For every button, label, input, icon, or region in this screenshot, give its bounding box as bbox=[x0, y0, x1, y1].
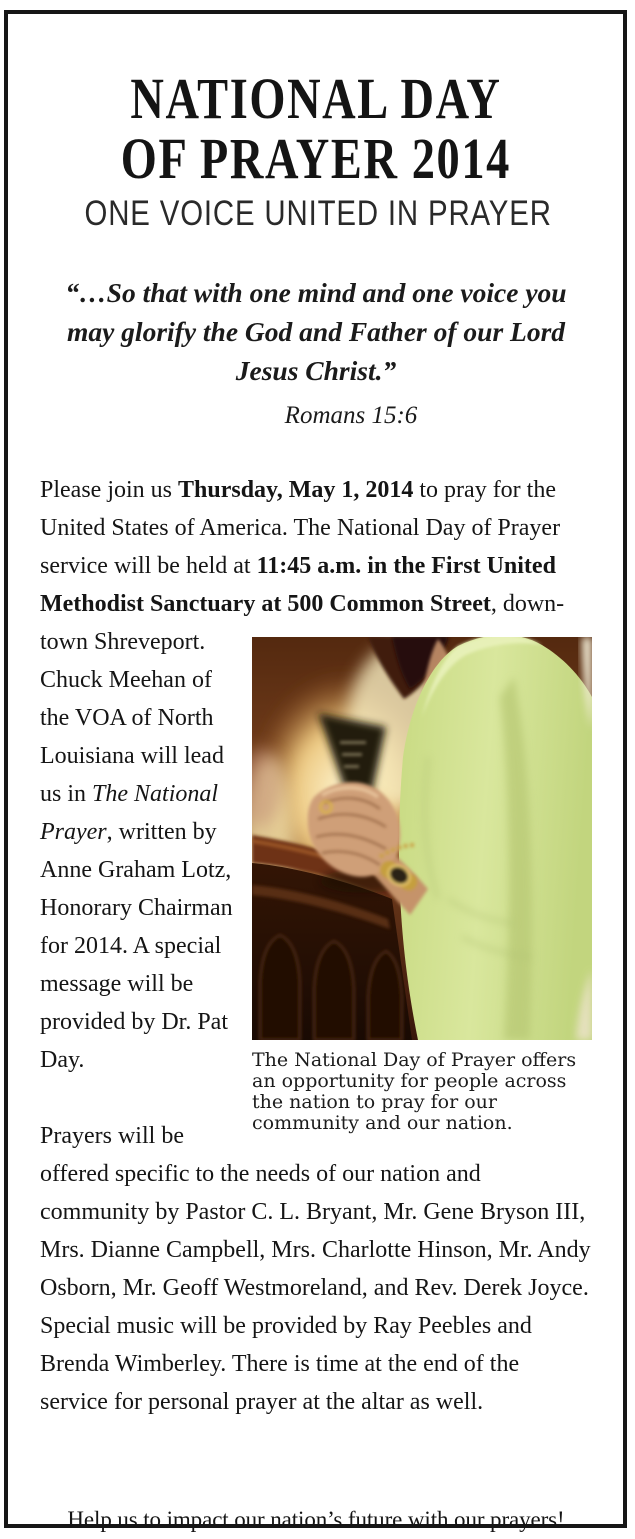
date-emphasis: Thursday, May 1, 2014 bbox=[178, 477, 414, 503]
closing-line: Help us to impact our nation’s future with our prayers! bbox=[67, 1507, 565, 1532]
page-subtitle: ONE VOICE UNITED IN PRAYER bbox=[84, 194, 552, 233]
intro-paragraph bbox=[40, 471, 592, 1134]
prayer-title-italic: The National Prayer bbox=[40, 781, 219, 845]
time-place-emphasis: 11:45 a.m. in the First United Methodist Sanctuary at 500 Common Street bbox=[40, 553, 556, 617]
title-line-2: OF PRAYER 2014 bbox=[120, 126, 512, 191]
wrap-text: town Shreveport. Chuck Meehan of the VOA of North Louisiana will lead us in bbox=[40, 629, 224, 807]
intro-text: Please join us bbox=[40, 477, 178, 503]
prayer-photo bbox=[252, 637, 592, 1040]
photo-caption: The National Day of Prayer offers an opportunity for people across the nation to pray for our community and our nation. bbox=[252, 1049, 577, 1134]
quote-line: “…So that with one mind and one voice you bbox=[65, 277, 567, 308]
body-paragraph: Prayers will be offered specific to the needs of our nation and community by Pastor C. L. Bryant, Mr. Gene Bryson III, Mrs. Dianne Campbell, Mrs. Charlotte Hinson, Mr. Andy Osborn, Mr. Geoff Westmoreland, and Rev. Derek Joyce. Special music will be provided by Ray Peebles and Brenda Wimberley. There is time at the end of the service for personal prayer at the altar as well. bbox=[40, 1123, 591, 1415]
photo-figure bbox=[252, 637, 592, 1134]
wrap-text: , written by Anne Graham Lotz, Honorary Chairman for 2014. A special message will be provided by Dr. Pat Day. bbox=[40, 819, 233, 1073]
intro-text: to pray for the United States of America. The National Day of Prayer service will be held at bbox=[40, 477, 561, 579]
article-body bbox=[40, 471, 592, 1539]
quote-attribution: Romans 15:6 bbox=[284, 402, 418, 429]
scripture-quote bbox=[40, 273, 592, 390]
page-title bbox=[40, 66, 592, 191]
title-line-1: NATIONAL DAY bbox=[130, 66, 502, 131]
page-border bbox=[4, 10, 627, 1532]
quote-line: may glorify the God and Father of our Lord bbox=[66, 316, 566, 347]
quote-line: Jesus Christ.” bbox=[235, 355, 397, 386]
intro-text: , down- bbox=[490, 591, 565, 617]
